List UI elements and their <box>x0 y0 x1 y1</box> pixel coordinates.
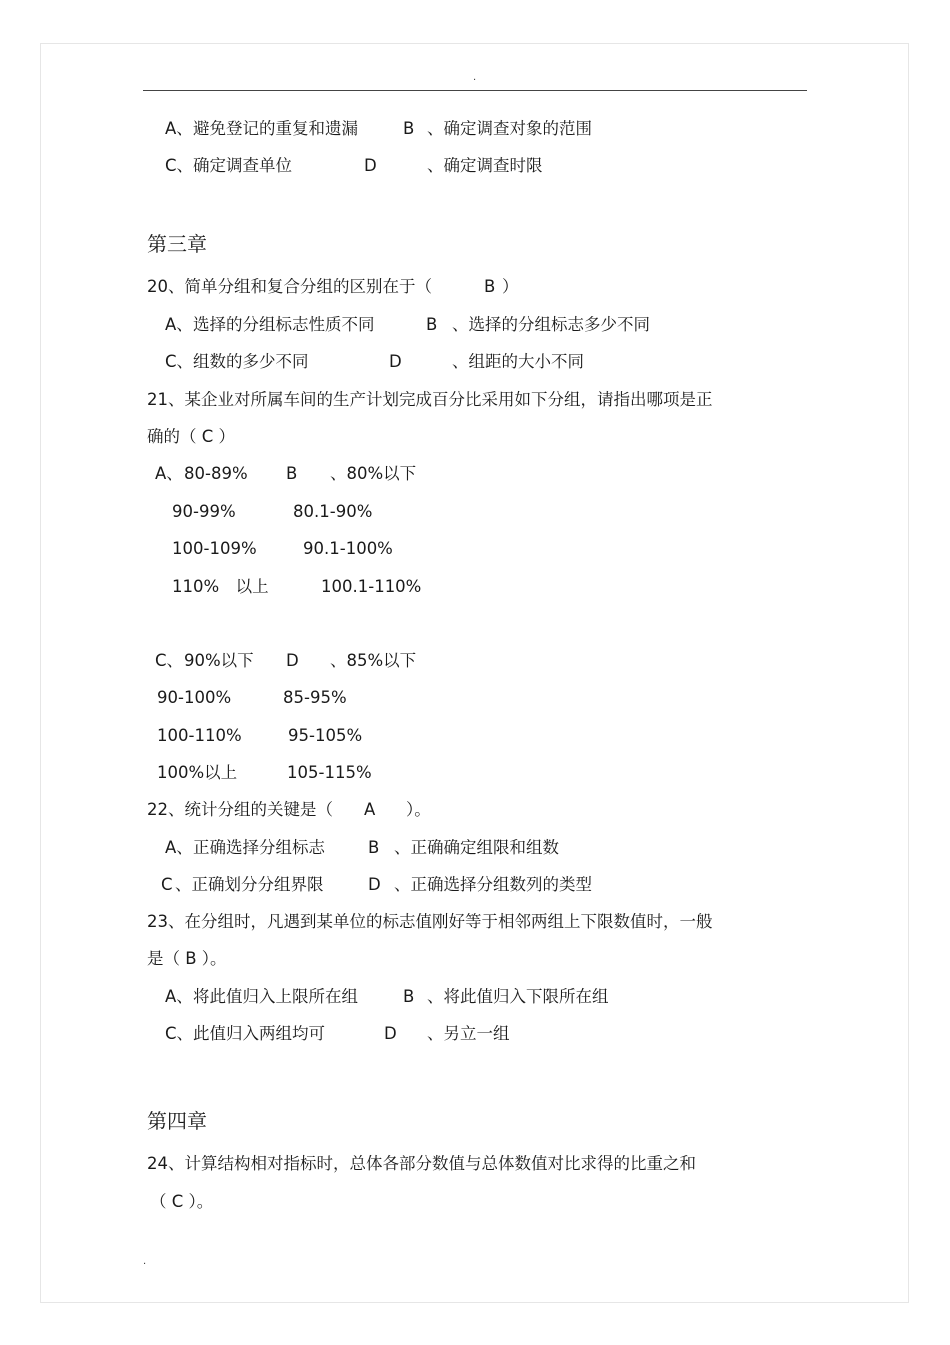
option-a-value: 80-89% <box>184 464 248 483</box>
option-text: 避免登记的重复和遗漏 <box>193 119 358 138</box>
footer-mark: . <box>143 1256 147 1267</box>
option-label: A、 <box>165 315 193 334</box>
option-label: B <box>403 987 415 1006</box>
option-text: 此值归入两组均可 <box>193 1024 325 1043</box>
option-label: B <box>426 315 438 334</box>
q23-options-cd <box>165 1023 645 1045</box>
option-a-value: 90-99% <box>172 502 236 521</box>
q21-cd-row <box>157 687 457 709</box>
option-label: D <box>286 651 299 670</box>
q22-options-ab <box>165 837 625 859</box>
q21-cd-row <box>155 650 455 672</box>
chapter-heading: 第三章 <box>147 232 207 256</box>
option-label: D <box>389 352 402 371</box>
q20-options-cd <box>165 351 685 373</box>
option-c-value: 90-100% <box>157 688 232 707</box>
option-label: A、 <box>165 987 193 1006</box>
option-label: D <box>364 156 377 175</box>
answer-letter: A <box>364 800 376 819</box>
question-text: ）。 <box>406 800 431 819</box>
option-c-value: 100-110% <box>157 726 242 745</box>
q19-options-cd <box>165 155 625 177</box>
q21-cd-row <box>157 762 457 784</box>
q23-stem-line1: 23、在分组时，凡遇到某单位的标志值刚好等于相邻两组上下限数值时，一般 <box>147 912 713 931</box>
option-a-value: 110% 以上 <box>172 577 269 596</box>
option-b-value: 100.1-110% <box>321 577 422 596</box>
option-text: 选择的分组标志性质不同 <box>193 315 375 334</box>
question-text: ） <box>502 277 519 296</box>
q23-stem-line2: 是（ B ）。 <box>147 949 227 968</box>
option-c-value: 90%以下 <box>184 651 254 670</box>
q20-options-ab <box>165 314 685 336</box>
option-label: B <box>286 464 298 483</box>
option-label: B <box>368 838 380 857</box>
option-d-value: 95-105% <box>288 726 363 745</box>
option-label: D <box>368 875 381 894</box>
q22-options-cd <box>161 874 641 896</box>
q20-stem <box>147 276 567 298</box>
option-text: 、正确划分分组界限 <box>175 875 324 894</box>
header-mark: . <box>473 72 477 83</box>
option-text: 、正确选择分组数列的类型 <box>394 875 592 894</box>
q21-cd-row <box>157 725 457 747</box>
option-a-value: 100-109% <box>172 539 257 558</box>
answer-letter: B <box>484 277 496 296</box>
header-rule <box>143 90 807 91</box>
option-label: A、 <box>155 464 183 483</box>
option-d-value: 85-95% <box>283 688 347 707</box>
option-text: 组数的多少不同 <box>193 352 309 371</box>
option-label: C、 <box>165 156 194 175</box>
option-b-value: 80.1-90% <box>293 502 373 521</box>
option-label: C、 <box>155 651 184 670</box>
option-label: A、 <box>165 838 193 857</box>
option-text: 、确定调查对象的范围 <box>427 119 592 138</box>
question-text: 22、统计分组的关键是（ <box>147 800 333 819</box>
q19-options-ab <box>165 118 625 140</box>
q21-ab-row <box>172 538 472 560</box>
q21-stem-line1: 21、某企业对所属车间的生产计划完成百分比采用如下分组，请指出哪项是正 <box>147 390 713 409</box>
option-text: 正确选择分组标志 <box>193 838 325 857</box>
option-b-value: 、80%以下 <box>330 464 417 483</box>
q21-ab-row <box>172 501 472 523</box>
option-label: B <box>403 119 415 138</box>
q24-stem-line1: 24、计算结构相对指标时，总体各部分数值与总体数值对比求得的比重之和 <box>147 1154 696 1173</box>
option-label: C、 <box>165 1024 194 1043</box>
q21-ab-row <box>155 463 455 485</box>
option-text: 、组距的大小不同 <box>452 352 584 371</box>
option-label: C <box>161 875 173 894</box>
q24-stem-line2: （ C ）。 <box>150 1192 214 1211</box>
option-label: C、 <box>165 352 194 371</box>
option-label: D <box>384 1024 397 1043</box>
q22-stem <box>147 799 567 821</box>
option-b-value: 90.1-100% <box>303 539 393 558</box>
option-text: 确定调查单位 <box>193 156 292 175</box>
option-text: 将此值归入上限所在组 <box>193 987 358 1006</box>
option-c-value: 100%以上 <box>157 763 238 782</box>
option-d-value: 、85%以下 <box>330 651 417 670</box>
question-text: 20、简单分组和复合分组的区别在于（ <box>147 277 432 296</box>
q21-stem-line2: 确的（ C ） <box>147 427 236 446</box>
option-text: 、正确确定组限和组数 <box>394 838 559 857</box>
option-text: 、选择的分组标志多少不同 <box>452 315 650 334</box>
option-d-value: 105-115% <box>287 763 372 782</box>
option-text: 、确定调查时限 <box>427 156 543 175</box>
q23-options-ab <box>165 986 645 1008</box>
option-text: 、将此值归入下限所在组 <box>427 987 609 1006</box>
option-text: 、另立一组 <box>427 1024 510 1043</box>
q21-ab-row <box>172 576 472 598</box>
option-label: A、 <box>165 119 193 138</box>
chapter-heading: 第四章 <box>147 1109 207 1133</box>
